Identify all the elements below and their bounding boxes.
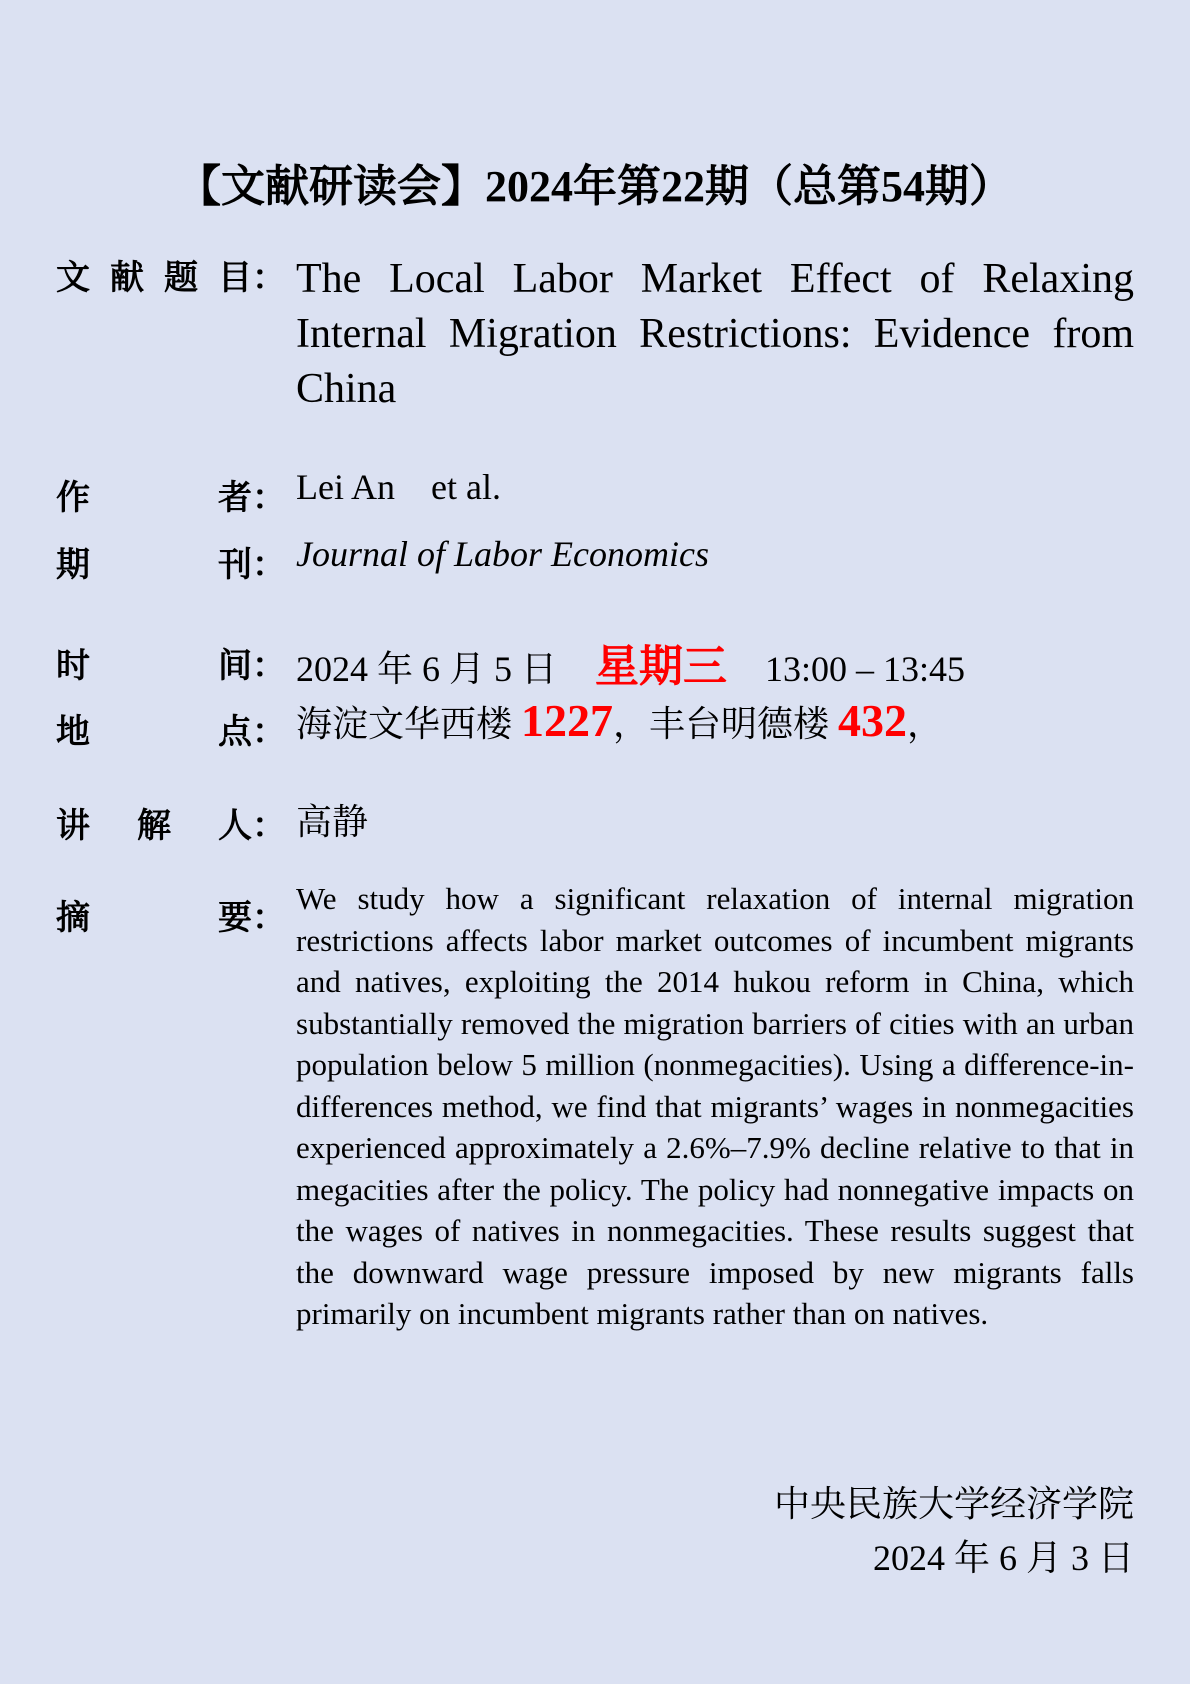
- place-value: [296, 694, 1134, 747]
- place-label: 地 点 ：: [56, 704, 266, 753]
- speaker-label: 讲 解 人 ：: [56, 798, 266, 847]
- doc-title-label-text: 文 献 题 目: [56, 258, 252, 298]
- author-label-text: 作 者: [56, 478, 252, 518]
- event-hours: 13:00 – 13:45: [765, 649, 966, 689]
- journal-label-text: 期 刊: [56, 545, 252, 585]
- journal-value: Journal of Labor Economics: [296, 534, 709, 574]
- author-value: Lei An et al.: [296, 467, 501, 507]
- time-value: [296, 630, 1134, 694]
- journal-label: 期 刊 ：: [56, 537, 266, 586]
- place-room-1: 1227: [521, 695, 614, 746]
- event-weekday: 星期三: [595, 641, 728, 692]
- place-separator: ，: [613, 704, 650, 744]
- place-end: ，: [907, 704, 944, 744]
- issue-date: 2024 年 6 月 3 日: [872, 1538, 1134, 1578]
- place-label-text: 地 点: [56, 712, 252, 752]
- time-label: 时 间 ：: [56, 638, 266, 687]
- speaker-value: 高静: [296, 802, 369, 842]
- organizer: 中央民族大学经济学院: [773, 1484, 1134, 1524]
- doc-title-label: 文 献 题 目 ：: [56, 250, 266, 299]
- abstract-label-text: 摘 要: [56, 898, 252, 938]
- event-date: 2024 年 6 月 5 日: [296, 649, 558, 689]
- place-room-2: 432: [838, 695, 908, 746]
- abstract-label: 摘 要 ：: [56, 890, 266, 939]
- speaker-label-text: 讲 解 人: [56, 806, 252, 846]
- time-label-text: 时 间: [56, 646, 252, 686]
- abstract-text: We study how a significant relaxation of internal migration restrictions affects labor market outcomes of incumbent migrants and natives, exploiting the 2014 hukou reform in China, which substantially removed the migration barriers of cities with an urban population below 5 million (nonmegacities). Using a difference-in-differences method, we find that migrants’ wages in nonmegacities experienced approximately a 2.6%–7.9% decline relative to that in megacities after the policy. The policy had nonnegative impacts on the wages of natives in nonmegacities. These results suggest that the downward wage pressure imposed by new migrants falls primarily on incumbent migrants rather than on natives.: [296, 881, 1134, 1331]
- doc-title-value: The Local Labor Market Effect of Relaxing Internal Migration Restrictions: Evidence from China: [296, 256, 1134, 412]
- page-title: 【文献研读会】2024年第22期（总第54期）: [177, 162, 1013, 211]
- place-site-2: 丰台明德楼: [649, 704, 830, 744]
- author-label: 作 者 ：: [56, 470, 266, 519]
- place-site-1: 海淀文华西楼: [296, 704, 513, 744]
